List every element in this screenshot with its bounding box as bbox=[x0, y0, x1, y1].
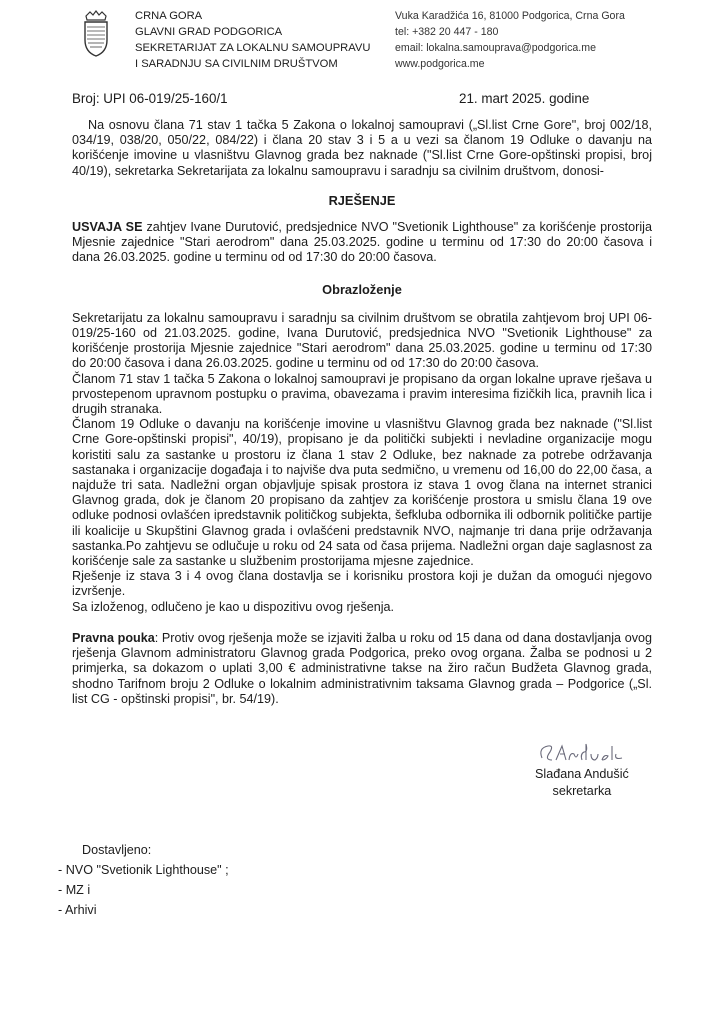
decision-lead: USVAJA SE bbox=[72, 220, 143, 235]
address: Vuka Karadžića 16, 81000 Podgorica, Crna Gora bbox=[395, 10, 625, 22]
reasoning-paragraph: Članom 19 Odluke o davanju na korišćenje imovine u vlasništvu Glavnog grada bez naknade ("Sl.list Crne Gore-opštinski propisi", 40/19), propisano je da politički subjekti i nevladine organizacije mogu koristiti salu za sastanke u prostoru iz člana 1 stav 2 Odluke, bez naknade za potrebe održavanja sastanaka i organizacije događaja i to najviše dva puta sedmično, u vremenu od 16,00 do 22,00 časa, a najduže tri sata. Nadležni organ objavljuje spisak prostora iz stava 1 ovog člana na internet stranici Glavnog grada, dok je članom 20 propisano da zahtjev za korišćenje prostora u smislu člana 19 ove odluke podnosi ovlašćen ipredstavnik političkog subjekta, šefkluba odbornika ili odbornik političke partije ili koalicije u Skupštini Glavnog grada i ovlašćeni predstavnik NVO, najmanje tri dana prije održavanja sastanka.Po zahtjevu se odlučuje u roku od 24 sata od časa prijema. Nadležni organ daje saglasnost za korišćenje sale za sastanke u službenim prostorijama mjesne zajednice. bbox=[72, 417, 652, 569]
website: www.podgorica.me bbox=[395, 58, 485, 70]
signatory-role: sekretarka bbox=[552, 784, 612, 798]
distribution-item: - MZ i bbox=[58, 883, 91, 897]
header-line: SEKRETARIJAT ZA LOKALNU SAMOUPRAVU bbox=[135, 42, 371, 54]
decision-text: zahtjev Ivane Durutović, predsjednice NVO "Svetionik Lighthouse" za korišćenje prostorija Mjesnie zajednice "Stari aerodrom" dana 25.03.2025. godine u terminu od 17:30 do 20:00 časova i dana 26.03.2025. godine u terminu od od 17:30 do 20:00 časova. bbox=[72, 220, 652, 265]
legal-notice bbox=[72, 631, 652, 707]
email: email: lokalna.samouprava@podgorica.me bbox=[395, 42, 596, 54]
distribution-item: - Arhivi bbox=[58, 903, 97, 917]
reference-number: Broj: UPI 06-019/25-160/1 bbox=[72, 91, 228, 106]
distribution-item: - NVO "Svetionik Lighthouse" ; bbox=[58, 863, 229, 877]
legal-notice-text: : Protiv ovog rješenja može se izjaviti žalba u roku od 15 dana od dana dostavljanja ovog rješenja Glavnom administratoru Glavnog grada Podgorica, preko ovog organa. Žalba se podnosi u 2 primjerka, sa dokazom o uplati 3,00 € administrativne takse na žiro račun Budžeta Glavnog grada, shodno Tarifnom broju 2 Odluke o lokalnim administrativnim taksama Glavnog grada – Podgorice („Sl. list CG - opštinski propisi", br. 54/19). bbox=[72, 630, 653, 706]
distribution-title: Dostavljeno: bbox=[82, 843, 152, 857]
document-body bbox=[72, 118, 652, 707]
phone: tel: +382 20 447 - 180 bbox=[395, 26, 499, 38]
handwritten-signature bbox=[536, 740, 628, 766]
reasoning-paragraph: Sekretarijatu za lokalnu samoupravu i saradnju sa civilnim društvom se obratila zahtjevom broj UPI 06-019/25-160 od 21.03.2025. godine, Ivana Durutović, predsjednica NVO "Svetionik Lighthouse" za korišćenje prostorija Mjesnie zajednice "Stari aerodrom" dana 25.03.2025. godine u terminu od 17:30 do 20:00 časova i dana 26.03.2025. godine u terminu od od 17:30 do 20:00 časova. bbox=[72, 310, 652, 371]
reasoning-paragraph: Sa izloženog, odlučeno je kao u dispozitivu ovog rješenja. bbox=[72, 599, 395, 614]
institution-header bbox=[135, 8, 370, 72]
coat-of-arms-icon bbox=[82, 10, 110, 58]
document-title: RJEŠENJE bbox=[328, 192, 396, 208]
reasoning-paragraph: Članom 71 stav 1 tačka 5 Zakona o lokalnoj samoupravi je propisano da organ lokalne uprave rješava u prvostepenom upravnom postupku o pravima, obavezama i pravim interesima fizičkih lica, pravnih lica i drugih stranaka. bbox=[72, 371, 652, 417]
distribution-list bbox=[58, 840, 229, 920]
decision-paragraph bbox=[72, 220, 652, 266]
intro-paragraph: Na osnovu člana 71 stav 1 tačka 5 Zakona o lokalnoj samoupravi („Sl.list Crne Gore", broj 002/18, 034/19, 038/20, 050/22, 084/22) i člana 20 stav 3 i 5 a u vezi sa članom 19 Odluke o davanju na korišćenje imovine u vlasništvu Glavnog grada bez naknade ("Sl.list Crne Gore-opštinski propisi, broj 40/19), sekretarka Sekretarijata za lokalnu samoupravu i saradnju sa civilnim društvom, donosi- bbox=[72, 118, 652, 178]
reasoning-title: Obrazloženje bbox=[322, 281, 402, 297]
header-line: I SARADNJU SA CIVILNIM DRUŠTVOM bbox=[135, 58, 338, 70]
legal-notice-lead: Pravna pouka bbox=[72, 630, 155, 645]
reasoning-paragraph: Rješenje iz stava 3 i 4 ovog člana dostavlja se i korisniku prostora koji je dužan da omogući njegovo izvršenje. bbox=[72, 569, 652, 599]
signatory-name: Slađana Andušić bbox=[535, 767, 629, 781]
header-line: GLAVNI GRAD PODGORICA bbox=[135, 26, 283, 38]
contact-header bbox=[395, 8, 625, 72]
document-date: 21. mart 2025. godine bbox=[459, 91, 590, 106]
signature-block bbox=[535, 740, 629, 800]
header-line: CRNA GORA bbox=[135, 10, 203, 22]
